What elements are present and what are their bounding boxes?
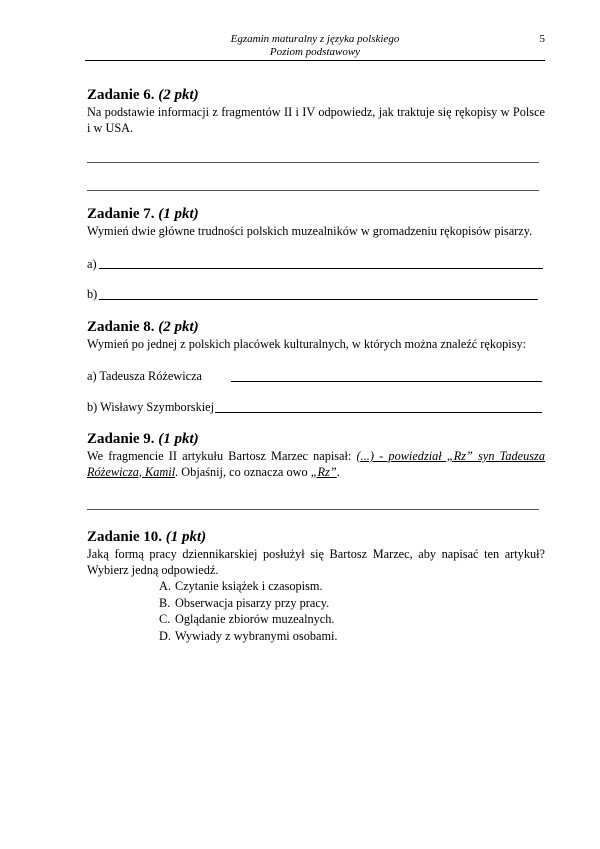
task-7 — [87, 205, 545, 240]
task-9-answer-line[interactable] — [87, 509, 539, 510]
task-7-label-b: b) — [87, 287, 98, 301]
task-9-title — [87, 430, 545, 448]
task-6-title — [87, 86, 545, 104]
task-9-text-middle: . Objaśnij, co oznacza owo — [175, 464, 311, 479]
exam-title: Egzamin maturalny z języka polskiego — [230, 33, 400, 45]
task-6-number: Zadanie 6. — [87, 87, 155, 103]
exam-level: Poziom podstawowy — [269, 46, 361, 58]
task-6 — [87, 86, 545, 136]
task-9-question — [87, 449, 545, 480]
option-a-text: Czytanie książek i czasopism. — [175, 579, 323, 593]
page-number: 5 — [539, 33, 545, 45]
header-divider — [85, 60, 545, 61]
task-8-answer-line-a[interactable] — [231, 381, 542, 382]
option-a[interactable] — [159, 578, 338, 595]
task-9-text-after: . — [336, 464, 340, 479]
option-c[interactable] — [159, 611, 338, 628]
task-7-title — [87, 205, 545, 223]
task-10-points: (1 pkt) — [165, 529, 207, 545]
task-10-title — [87, 528, 545, 546]
option-a-letter: A. — [159, 579, 171, 593]
task-7-answer-line-b[interactable] — [99, 299, 538, 300]
task-6-question: Na podstawie informacji z fragmentów II i IV odpowiedz, jak traktuje się rękopisy w Polsce i w USA. — [87, 105, 545, 135]
task-8-title — [87, 318, 545, 336]
task-8-points: (2 pkt) — [158, 319, 199, 335]
option-d-letter: D. — [159, 628, 171, 643]
option-b[interactable] — [159, 595, 338, 612]
task-7-number: Zadanie 7. — [87, 206, 155, 222]
task-7-points: (1 pkt) — [158, 206, 199, 222]
task-9-quote-rz: „Rz” — [310, 464, 337, 479]
task-8-label-a: a) Tadeusza Różewicza — [87, 369, 202, 383]
task-7-answer-line-a[interactable] — [99, 268, 543, 269]
option-c-letter: C. — [159, 612, 171, 626]
task-9 — [87, 430, 545, 480]
task-10-options — [159, 578, 338, 644]
task-9-points: (1 pkt) — [158, 431, 199, 447]
task-10-question: Jaką formą pracy dziennikarskiej posłużył się Bartosz Marzec, aby napisać ten artykuł? Wybierz jedną odpowiedź. — [87, 547, 545, 577]
option-d[interactable] — [159, 628, 338, 645]
task-6-points: (2 pkt) — [158, 87, 199, 103]
task-6-answer-line-1[interactable] — [87, 162, 539, 163]
task-7-label-a: a) — [87, 257, 97, 271]
task-8-question: Wymień po jednej z polskich placówek kulturalnych, w których można znaleźć rękopisy: — [87, 337, 527, 351]
page-header — [85, 33, 545, 61]
task-6-answer-line-2[interactable] — [87, 190, 539, 191]
option-d-text: Wywiady z wybranymi osobami. — [175, 628, 338, 643]
option-c-text: Oglądanie zbiorów muzealnych. — [175, 612, 335, 626]
option-b-letter: B. — [159, 595, 171, 610]
task-9-number: Zadanie 9. — [87, 431, 155, 447]
option-b-text: Obserwacja pisarzy przy pracy. — [175, 595, 330, 610]
task-8-number: Zadanie 8. — [87, 319, 155, 335]
task-7-question: Wymień dwie główne trudności polskich muzealników w gromadzeniu rękopisów pisarzy. — [87, 224, 533, 238]
task-8-label-b: b) Wisławy Szymborskiej — [87, 400, 215, 414]
task-8-answer-line-b[interactable] — [215, 412, 542, 413]
task-10 — [87, 528, 545, 578]
task-9-quote: (...) - powiedział „Rz” syn Tadeusza Różewicza, Kamil — [87, 449, 545, 479]
task-10-number: Zadanie 10. — [87, 529, 163, 545]
task-9-text-before: We fragmencie II artykułu Bartosz Marzec napisał: — [87, 449, 357, 463]
task-8 — [87, 318, 545, 353]
